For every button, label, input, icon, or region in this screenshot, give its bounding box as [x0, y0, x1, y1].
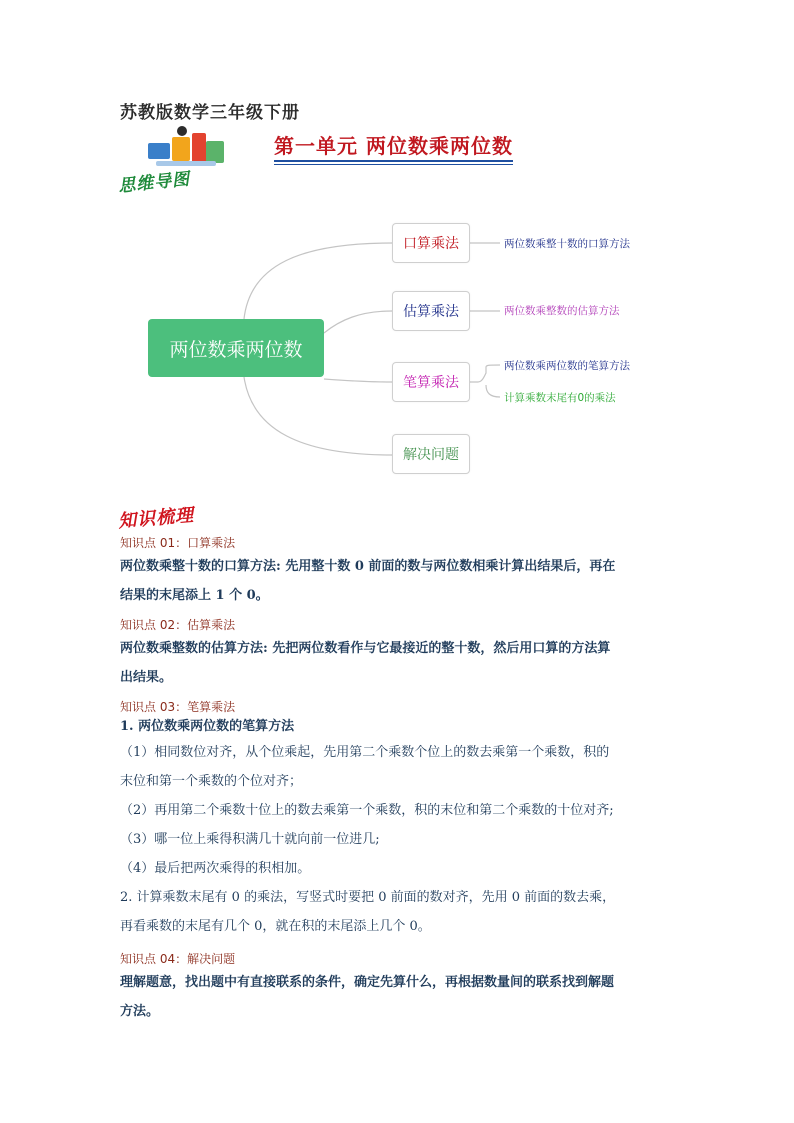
- knowledge-point-1: [120, 534, 680, 610]
- leaf-oral-method: 两位数乘整十数的口算方法: [504, 238, 630, 250]
- knowledge-point-label: 知识点 03：笔算乘法: [120, 700, 236, 714]
- mindmap-heading: 思维导图: [117, 169, 192, 197]
- mind-map: [140, 215, 660, 480]
- leaf-written-method: 两位数乘两位数的笔算方法: [504, 360, 630, 372]
- knowledge-text-line: （3）哪一位上乘得积满几十就向前一位进几;: [120, 832, 380, 847]
- knowledge-point-3: [120, 698, 680, 941]
- knowledge-point-label: 知识点 04：解决问题: [120, 952, 236, 966]
- knowledge-text-line: （2）再用第二个乘数十位上的数去乘第一个乘数，积的末位和第二个乘数的十位对齐;: [120, 803, 614, 818]
- knowledge-text-line: 理解题意，找出题中有直接联系的条件，确定先算什么，再根据数量间的联系找到解题: [120, 975, 615, 990]
- knowledge-text-line: 再看乘数的末尾有几个 0，就在积的末尾添上几个 0。: [120, 919, 431, 934]
- knowledge-text-line: 两位数乘整十数的口算方法: 先用整十数 0 前面的数与两位数相乘计算出结果后，再在: [120, 559, 616, 574]
- decorative-illustration: [146, 125, 226, 169]
- branch-node-estimation: 估算乘法: [392, 291, 470, 331]
- knowledge-point-label: 知识点 01：口算乘法: [120, 536, 236, 550]
- knowledge-text-line: 两位数乘整数的估算方法: 先把两位数看作与它最接近的整十数，然后用口算的方法算: [120, 641, 611, 656]
- branch-node-oral-multiplication: 口算乘法: [392, 223, 470, 263]
- knowledge-point-label: 知识点 02：估算乘法: [120, 618, 236, 632]
- document-title: 苏教版数学三年级下册: [120, 103, 300, 123]
- knowledge-text-line: 2. 计算乘数末尾有 0 的乘法，写竖式时要把 0 前面的数对齐，先用 0 前面的数去乘，: [120, 890, 616, 905]
- knowledge-text-line: 结果的末尾添上 1 个 0。: [120, 588, 269, 603]
- knowledge-heading: 知识梳理: [117, 504, 195, 533]
- leaf-trailing-zero-method: 计算乘数末尾有0的乘法: [504, 392, 616, 404]
- knowledge-subheading: 1. 两位数乘两位数的笔算方法: [120, 719, 295, 734]
- branch-node-written-multiplication: 笔算乘法: [392, 362, 470, 402]
- knowledge-text-line: 方法。: [120, 1004, 160, 1019]
- knowledge-point-4: [120, 950, 680, 1026]
- knowledge-text-line: 末位和第一个乘数的个位对齐；: [120, 774, 303, 789]
- unit-title: 第一单元 两位数乘两位数: [274, 130, 513, 162]
- branch-node-problem-solving: 解决问题: [392, 434, 470, 474]
- knowledge-text-line: （1）相同数位对齐，从个位乘起，先用第二个乘数个位上的数去乘第一个乘数，积的: [120, 745, 610, 760]
- knowledge-text-line: （4）最后把两次乘得的积相加。: [120, 861, 311, 876]
- root-node: 两位数乘两位数: [148, 319, 324, 377]
- leaf-estimation-method: 两位数乘整数的估算方法: [504, 305, 620, 317]
- knowledge-point-2: [120, 616, 680, 692]
- knowledge-text-line: 出结果。: [120, 670, 173, 685]
